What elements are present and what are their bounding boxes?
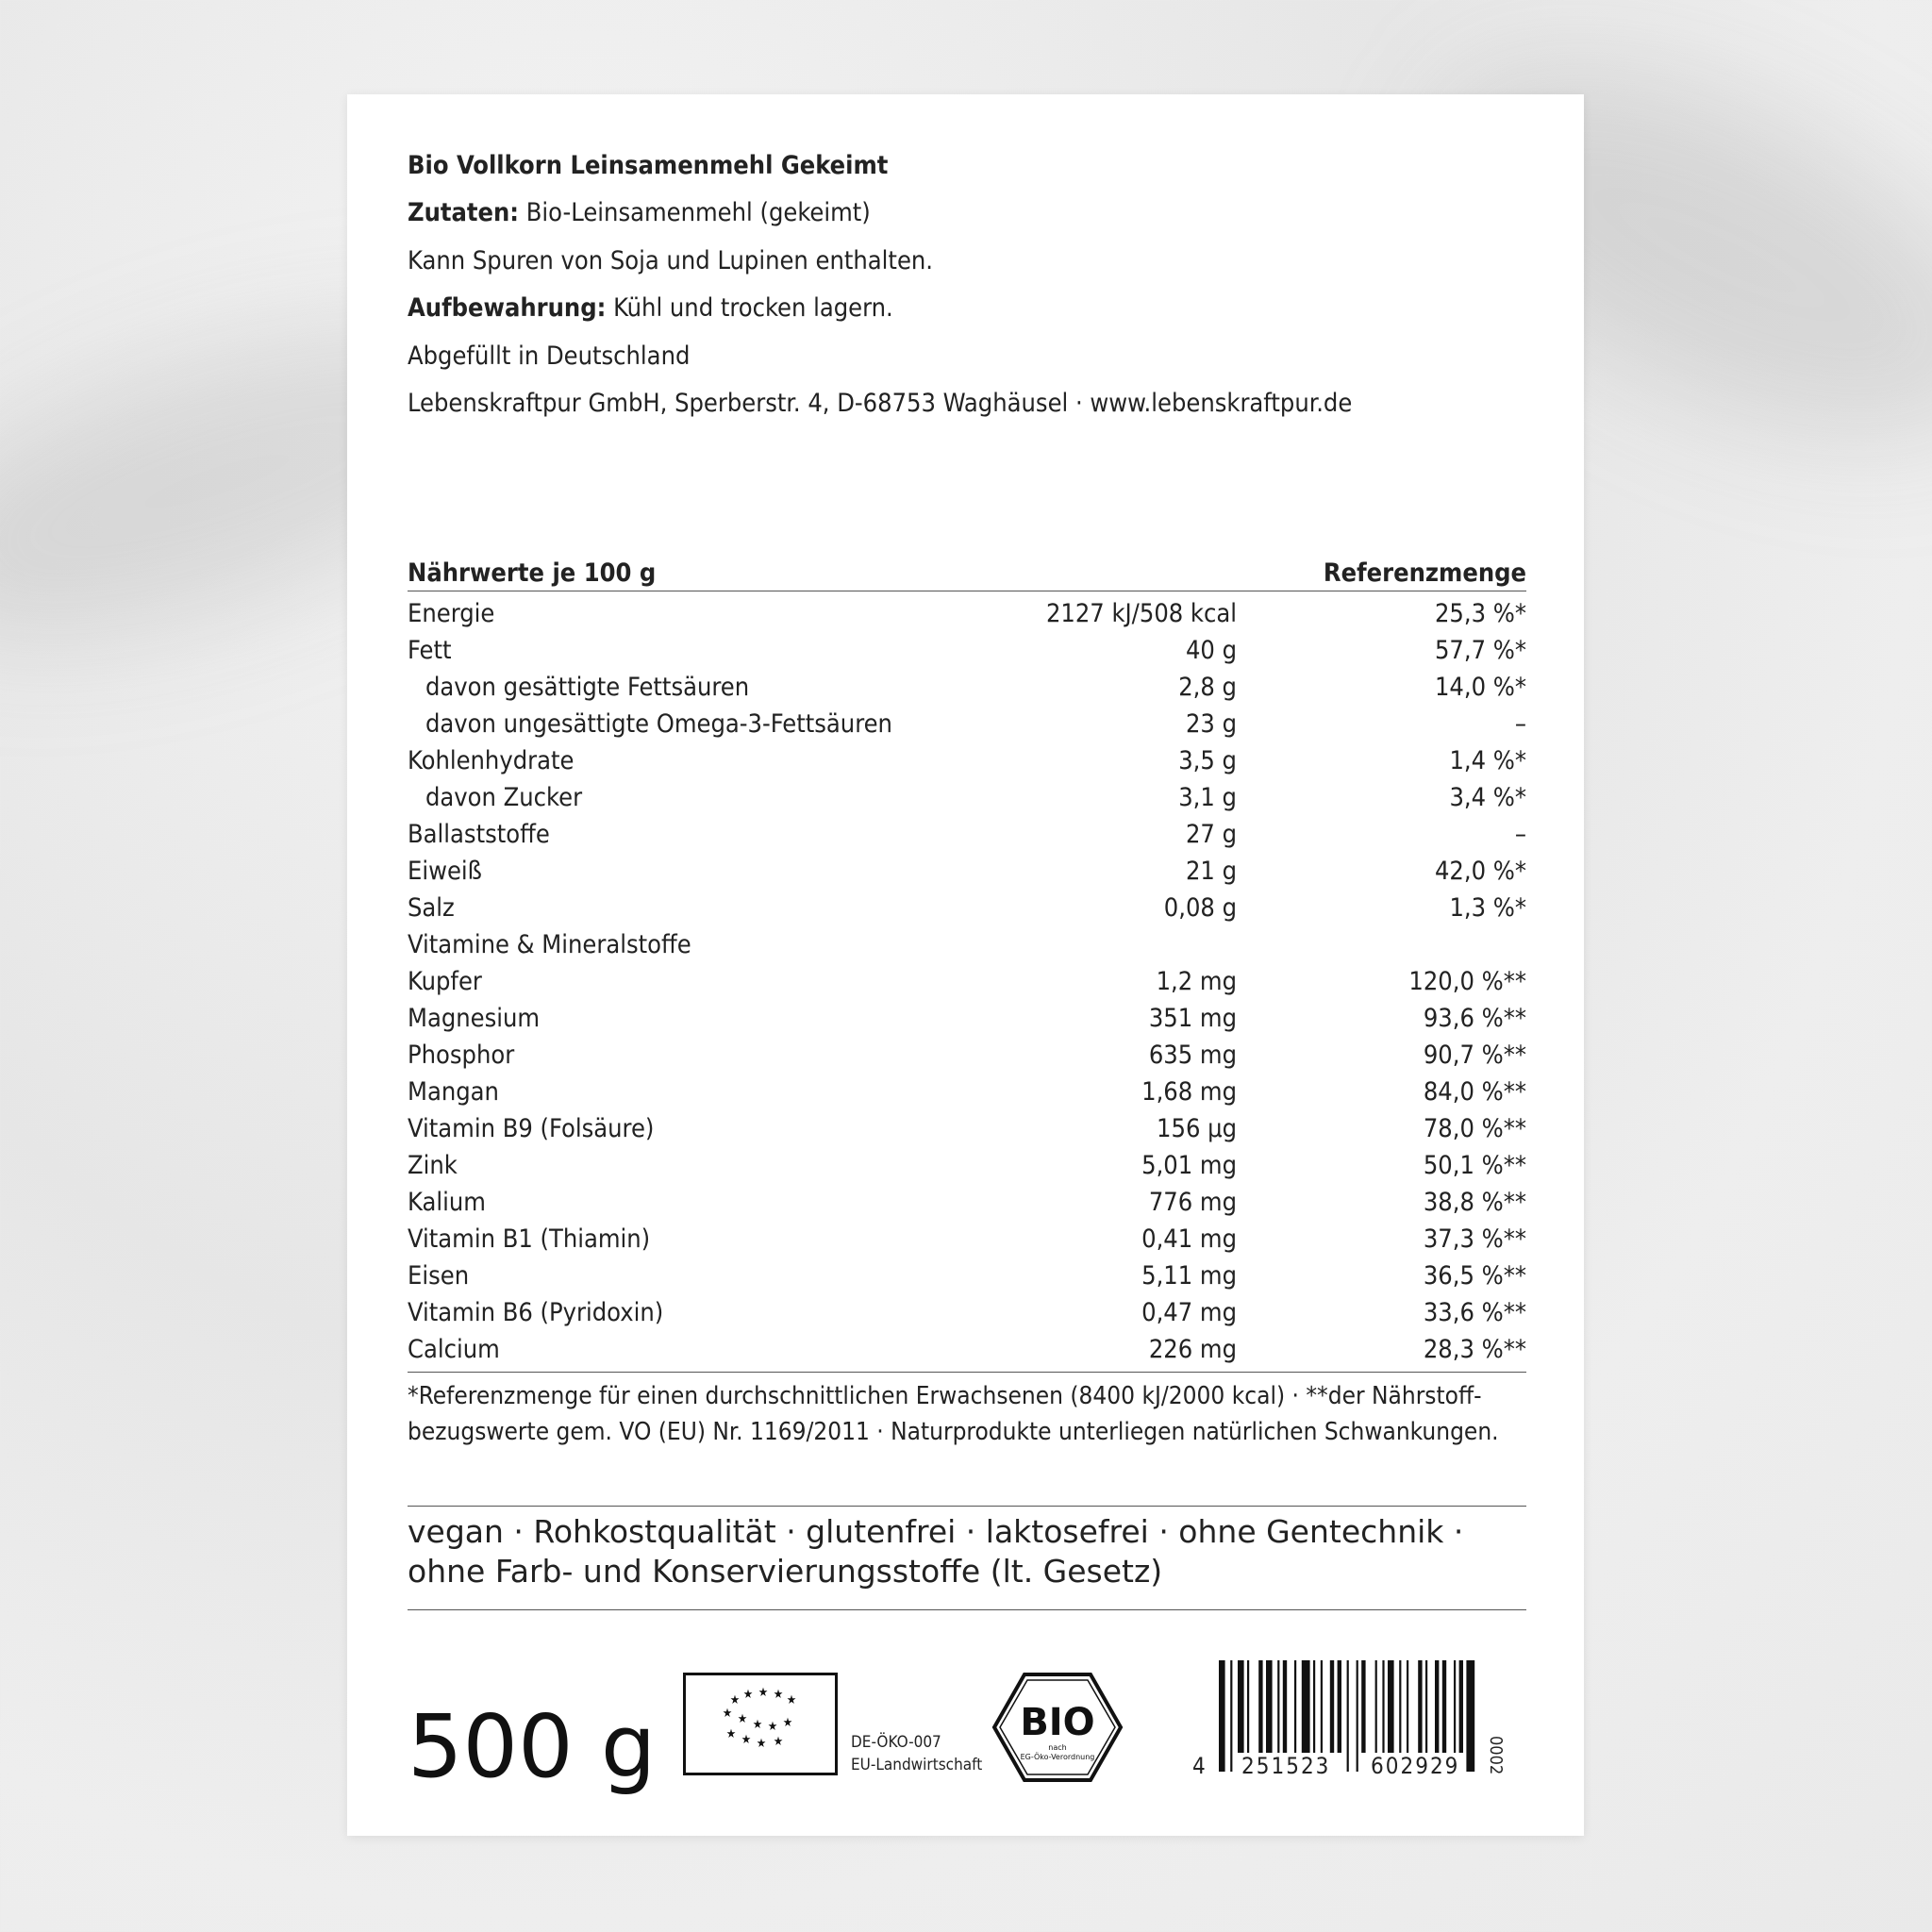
svg-text:★: ★: [742, 1688, 754, 1702]
svg-text:★: ★: [756, 1737, 767, 1751]
nutrient-value: 5,01 mg: [1141, 1151, 1237, 1180]
nutrient-reference: 33,6 %**: [1423, 1298, 1526, 1327]
svg-text:★: ★: [758, 1686, 769, 1700]
svg-text:★: ★: [729, 1693, 741, 1707]
nutrient-reference: –: [1514, 709, 1526, 739]
product-claims: vegan · Rohkostqualität · glutenfrei · laktosefrei · ohne Gentechnik · ohne Farb- und Konservierungsstoffe (lt. Gesetz): [408, 1513, 1464, 1590]
nutrient-name: Kalium: [408, 1188, 486, 1217]
nutrition-title: Nährwerte je 100 g: [408, 558, 657, 588]
nutrient-name: Kupfer: [408, 967, 482, 996]
nutrient-value: 2,8 g: [1178, 673, 1237, 702]
reference-header: Referenzmenge: [1323, 558, 1526, 588]
table-row: [408, 1294, 1526, 1331]
nutrient-value: 2127 kJ/508 kcal: [1045, 599, 1237, 628]
table-row: [408, 890, 1526, 926]
nutrient-value: 0,41 mg: [1141, 1224, 1237, 1254]
nutrient-value: 5,11 mg: [1141, 1261, 1237, 1291]
table-row: [408, 816, 1526, 853]
svg-text:★: ★: [722, 1707, 733, 1721]
nutrient-reference: 78,0 %**: [1423, 1114, 1526, 1143]
table-row: [408, 1074, 1526, 1110]
table-row: [408, 1184, 1526, 1221]
nutrient-reference: 50,1 %**: [1423, 1151, 1526, 1180]
nutrient-name: davon ungesättigte Omega-3-Fettsäuren: [425, 709, 892, 739]
nutrient-value: 1,68 mg: [1141, 1077, 1237, 1107]
barcode-digit: 4: [1192, 1753, 1208, 1779]
nutrient-reference: 25,3 %*: [1434, 599, 1526, 628]
ingredients-line: Zutaten: Bio-Leinsamenmehl (gekeimt): [408, 198, 871, 227]
table-row: [408, 853, 1526, 890]
svg-text:★: ★: [773, 1735, 784, 1749]
nutrient-value: 226 mg: [1148, 1335, 1237, 1364]
table-row: [408, 1257, 1526, 1294]
nutrient-reference: 37,3 %**: [1423, 1224, 1526, 1254]
svg-text:★: ★: [737, 1712, 748, 1726]
nutrient-value: 156 µg: [1157, 1114, 1237, 1143]
nutrient-name: Kohlenhydrate: [408, 746, 575, 775]
table-row: [408, 1000, 1526, 1037]
nutrient-reference: 90,7 %**: [1423, 1041, 1526, 1070]
table-row: [408, 779, 1526, 816]
svg-text:EG-Öko-Verordnung: EG-Öko-Verordnung: [1020, 1753, 1095, 1761]
nutrient-reference: 1,4 %*: [1449, 746, 1526, 775]
product-label: [347, 94, 1584, 1836]
bio-seal-icon: [991, 1671, 1124, 1784]
nutrient-value: 351 mg: [1148, 1004, 1237, 1033]
table-row: [408, 926, 1526, 963]
svg-text:★: ★: [767, 1720, 778, 1734]
svg-text:★: ★: [786, 1693, 797, 1707]
claims-rule-top: [408, 1506, 1526, 1507]
nutrient-reference: 14,0 %*: [1434, 673, 1526, 702]
nutrient-name: Fett: [408, 636, 452, 665]
table-row: [408, 1110, 1526, 1147]
table-row: [408, 706, 1526, 742]
eu-organic-code: DE-ÖKO-007 EU-Landwirtschaft: [851, 1733, 983, 1774]
nutrient-value: 23 g: [1185, 709, 1237, 739]
nutrient-name: Phosphor: [408, 1041, 515, 1070]
svg-text:★: ★: [752, 1718, 763, 1732]
nutrient-value: 27 g: [1185, 820, 1237, 849]
nutrient-name: Zink: [408, 1151, 458, 1180]
nutrient-value: 21 g: [1185, 857, 1237, 886]
table-row: [408, 963, 1526, 1000]
company-line: Lebenskraftpur GmbH, Sperberstr. 4, D-68753 Waghäusel · www.lebenskraftpur.de: [408, 389, 1353, 418]
nutrient-name: davon Zucker: [425, 783, 583, 812]
nutrient-reference: 1,3 %*: [1449, 893, 1526, 923]
product-title: Bio Vollkorn Leinsamenmehl Gekeimt: [408, 151, 889, 180]
table-row: [408, 669, 1526, 706]
nutrient-value: 635 mg: [1148, 1041, 1237, 1070]
table-row: [408, 1221, 1526, 1257]
barcode-digits-left: 251523: [1241, 1753, 1331, 1779]
nutrient-name: Salz: [408, 893, 455, 923]
nutrient-reference: 84,0 %**: [1423, 1077, 1526, 1107]
nutrient-reference: 3,4 %*: [1449, 783, 1526, 812]
allergen-line: Kann Spuren von Soja und Lupinen enthalten.: [408, 246, 934, 275]
svg-text:★: ★: [773, 1688, 784, 1702]
table-row: [408, 1331, 1526, 1368]
table-row: [408, 1147, 1526, 1184]
nutrient-reference: 93,6 %**: [1423, 1004, 1526, 1033]
nutrient-reference: –: [1514, 820, 1526, 849]
table-row: [408, 742, 1526, 779]
footnote: *Referenzmenge für einen durchschnittlichen Erwachsenen (8400 kJ/2000 kcal) · **der Nährstoff- bezugswerte gem. VO (EU) Nr. 1169/2011 · Naturprodukte unterliegen natürlichen Schwankungen.: [408, 1382, 1499, 1446]
svg-text:nach: nach: [1048, 1743, 1067, 1752]
nutrition-table: [408, 557, 1526, 1450]
nutrition-header: [408, 557, 1526, 591]
nutrient-name: Vitamin B9 (Folsäure): [408, 1114, 655, 1143]
nutrient-reference: 120,0 %**: [1408, 967, 1526, 996]
nutrient-reference: 57,7 %*: [1434, 636, 1526, 665]
table-row: [408, 595, 1526, 632]
nutrient-value: 3,5 g: [1178, 746, 1237, 775]
nutrient-name: Magnesium: [408, 1004, 541, 1033]
nutrient-name: Vitamin B1 (Thiamin): [408, 1224, 651, 1254]
nutrient-value: 1,2 mg: [1156, 967, 1237, 996]
nutrient-name: Vitamine & Mineralstoffe: [408, 930, 691, 959]
eu-organic-leaf-icon: [683, 1673, 838, 1775]
table-rule: [408, 1372, 1526, 1373]
nutrient-value: 776 mg: [1148, 1188, 1237, 1217]
nutrient-name: Eisen: [408, 1261, 470, 1291]
table-row: [408, 1037, 1526, 1074]
svg-text:★: ★: [741, 1733, 752, 1747]
barcode-addon: 0002: [1486, 1736, 1506, 1775]
nutrient-value: 3,1 g: [1178, 783, 1237, 812]
barcode-digits-right: 602929: [1371, 1753, 1460, 1779]
nutrient-reference: 36,5 %**: [1423, 1261, 1526, 1291]
nutrient-name: Eiweiß: [408, 857, 482, 886]
claims-rule-bottom: [408, 1609, 1526, 1610]
nutrient-name: Ballaststoffe: [408, 820, 550, 849]
nutrient-name: Energie: [408, 599, 495, 628]
net-weight: 500 g: [408, 1696, 657, 1797]
bio-seal-text: BIO: [1020, 1701, 1095, 1744]
nutrient-value: 40 g: [1185, 636, 1237, 665]
nutrient-name: Calcium: [408, 1335, 500, 1364]
nutrient-name: Mangan: [408, 1077, 499, 1107]
nutrient-value: 0,08 g: [1163, 893, 1237, 923]
origin-line: Abgefüllt in Deutschland: [408, 341, 691, 371]
nutrient-name: Vitamin B6 (Pyridoxin): [408, 1298, 664, 1327]
nutrient-value: 0,47 mg: [1141, 1298, 1237, 1327]
barcode: [1215, 1660, 1536, 1802]
nutrient-reference: 28,3 %**: [1423, 1335, 1526, 1364]
nutrient-name: davon gesättigte Fettsäuren: [425, 673, 750, 702]
storage-line: Aufbewahrung: Kühl und trocken lagern.: [408, 293, 893, 323]
svg-text:★: ★: [725, 1727, 737, 1741]
svg-text:★: ★: [782, 1716, 793, 1730]
table-row: [408, 632, 1526, 669]
nutrient-reference: 38,8 %**: [1423, 1188, 1526, 1217]
nutrient-reference: 42,0 %*: [1434, 857, 1526, 886]
